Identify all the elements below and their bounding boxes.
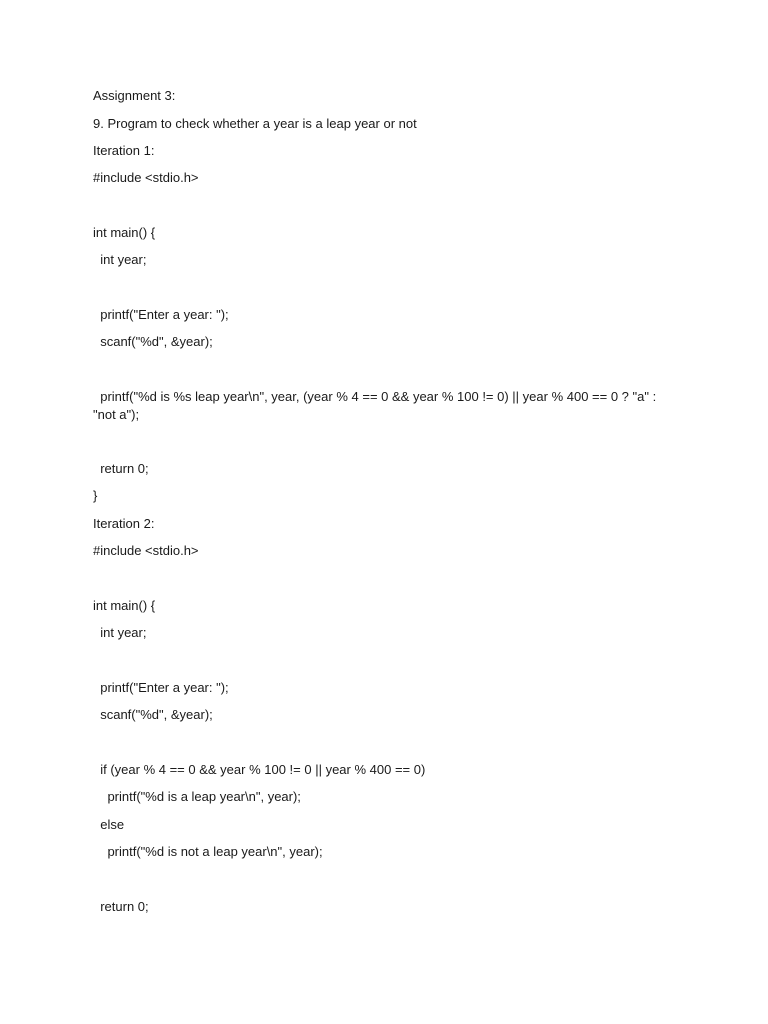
code-line: #include <stdio.h> bbox=[93, 543, 199, 558]
assignment-heading: Assignment 3: bbox=[93, 88, 176, 103]
code-line: if (year % 4 == 0 && year % 100 != 0 || year % 400 == 0) bbox=[93, 762, 426, 777]
code-line: printf("%d is a leap year\n", year); bbox=[93, 789, 301, 804]
code-line: else bbox=[93, 817, 125, 832]
code-line: return 0; bbox=[93, 899, 149, 914]
code-line: int year; bbox=[93, 252, 147, 267]
code-line: return 0; bbox=[93, 461, 149, 476]
iteration-1-label: Iteration 1: bbox=[93, 143, 155, 158]
code-line: int year; bbox=[93, 625, 147, 640]
code-line: scanf("%d", &year); bbox=[93, 334, 213, 349]
code-line: scanf("%d", &year); bbox=[93, 707, 213, 722]
code-line: printf("%d is %s leap year\n", year, (year % 4 == 0 && year % 100 != 0) || year % 400 == 0 ? "a" : "not a"); bbox=[93, 389, 660, 422]
code-line: } bbox=[93, 488, 98, 503]
code-line: int main() { bbox=[93, 225, 156, 240]
iteration-2-label: Iteration 2: bbox=[93, 516, 155, 531]
code-line: printf("%d is not a leap year\n", year); bbox=[93, 844, 323, 859]
code-line: int main() { bbox=[93, 598, 156, 613]
program-title: 9. Program to check whether a year is a leap year or not bbox=[93, 116, 417, 131]
code-line: #include <stdio.h> bbox=[93, 170, 199, 185]
code-line: printf("Enter a year: "); bbox=[93, 307, 229, 322]
code-line: printf("Enter a year: "); bbox=[93, 680, 229, 695]
